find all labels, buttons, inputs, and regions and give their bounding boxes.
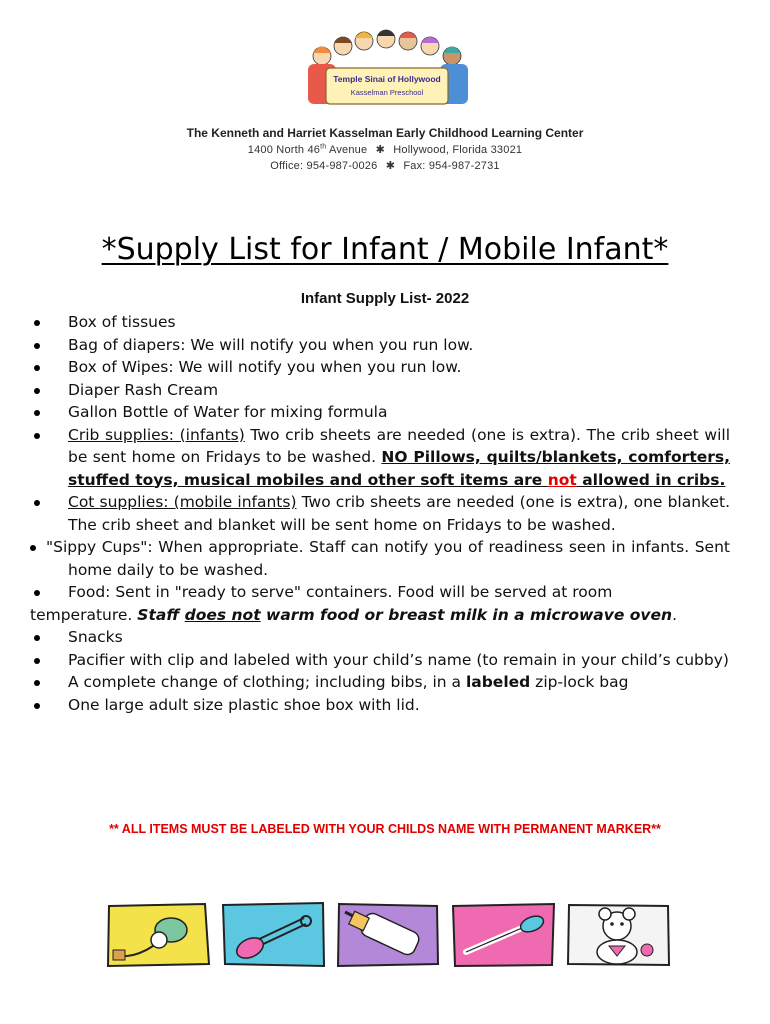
separator-star: ✱: [375, 144, 386, 156]
bullet-icon: [34, 680, 40, 686]
preschool-logo: [300, 22, 475, 112]
bullet-icon: [34, 388, 40, 394]
bullet-icon: [34, 320, 40, 326]
safety-pin-icon: [220, 900, 327, 970]
list-item-snacks: Snacks: [30, 626, 730, 649]
fax-number: Fax: 954-987-2731: [403, 160, 500, 172]
bullet-icon: [34, 343, 40, 349]
list-item-pacifier: Pacifier with clip and labeled with your child’s name (to remain in your child’s cubby): [30, 649, 730, 672]
list-item-crib-supplies: Crib supplies: (infants) Two crib sheets are needed (one is extra). The crib sheet will be sent home on Fridays to be washed. NO Pillows, quilts/blankets, comforters, stuffed toys, musical mobiles and other soft items are not allowed in cribs.: [30, 424, 730, 492]
list-item-cot-supplies: Cot supplies: (mobile infants) Two crib sheets are needed (one is extra), one blanket. The crib sheet and blanket will be sent home on Fridays to be washed.: [30, 491, 730, 536]
center-address: [0, 143, 770, 156]
baby-bottle-icon: [335, 900, 442, 970]
list-item-tissues: Box of tissues: [30, 311, 730, 334]
crib-warning: NO Pillows, quilts/blankets, comforters, stuffed toys, musical mobiles and other soft items are: [68, 448, 730, 489]
svg-text:Kasselman Preschool: Kasselman Preschool: [350, 88, 424, 97]
bullet-icon: [34, 365, 40, 371]
center-phone: [0, 159, 770, 172]
list-item-sippy-cups: "Sippy Cups": When appropriate. Staff can notify you of readiness seen in infants. Sent home daily to be washed.: [30, 536, 730, 581]
address-street: 1400 North 46: [247, 144, 321, 156]
bullet-icon: [34, 500, 40, 506]
pacifier-icon: [105, 900, 212, 970]
list-item-wipes: Box of Wipes: We will notify you when you run low.: [30, 356, 730, 379]
teddy-bear-icon: [565, 900, 672, 970]
list-item-food: Food: Sent in "ready to serve" containers. Food will be served at room temperature. Staff does not warm food or breast milk in a microwave oven.: [30, 583, 678, 624]
office-phone: Office: 954-987-0026: [270, 160, 378, 172]
address-avenue: Avenue: [326, 144, 368, 156]
list-item-shoebox: One large adult size plastic shoe box with lid.: [30, 694, 730, 717]
list-subtitle: Infant Supply List- 2022: [300, 290, 470, 307]
bullet-icon: [34, 433, 40, 439]
bullet-icon: [30, 545, 36, 551]
bullet-icon: [34, 635, 40, 641]
footer-illustrations: [105, 900, 670, 970]
baby-spoon-icon: [450, 900, 557, 970]
bullet-icon: [34, 410, 40, 416]
label-notice: ** ALL ITEMS MUST BE LABELED WITH YOUR CHILDS NAME WITH PERMANENT MARKER**: [109, 822, 661, 836]
separator-star: ✱: [385, 160, 396, 172]
bullet-icon: [34, 703, 40, 709]
food-does-not: does not: [184, 605, 261, 624]
children-logo-icon: [300, 22, 475, 112]
list-item-clothing: A complete change of clothing; including bibs, in a labeled zip-lock bag: [30, 671, 730, 694]
crib-supplies-label: Crib supplies: (infants): [68, 425, 245, 444]
list-item-cream: Diaper Rash Cream: [30, 379, 730, 402]
svg-text:Temple Sinai of Hollywood: Temple Sinai of Hollywood: [333, 74, 441, 84]
bullet-icon: [34, 658, 40, 664]
page-title: *Supply List for Infant / Mobile Infant*: [101, 232, 669, 267]
cot-supplies-label: Cot supplies: (mobile infants): [68, 493, 297, 511]
supply-list: [30, 311, 730, 716]
address-ordinal: th: [320, 143, 327, 151]
list-item-diapers: Bag of diapers: We will notify you when you run low.: [30, 334, 730, 357]
center-name: The Kenneth and Harriet Kasselman Early Childhood Learning Center: [186, 126, 584, 140]
list-item-water: Gallon Bottle of Water for mixing formula: [30, 401, 730, 424]
address-city: Hollywood, Florida 33021: [393, 144, 523, 156]
bullet-icon: [34, 590, 40, 596]
crib-warning-not: not: [547, 470, 577, 489]
